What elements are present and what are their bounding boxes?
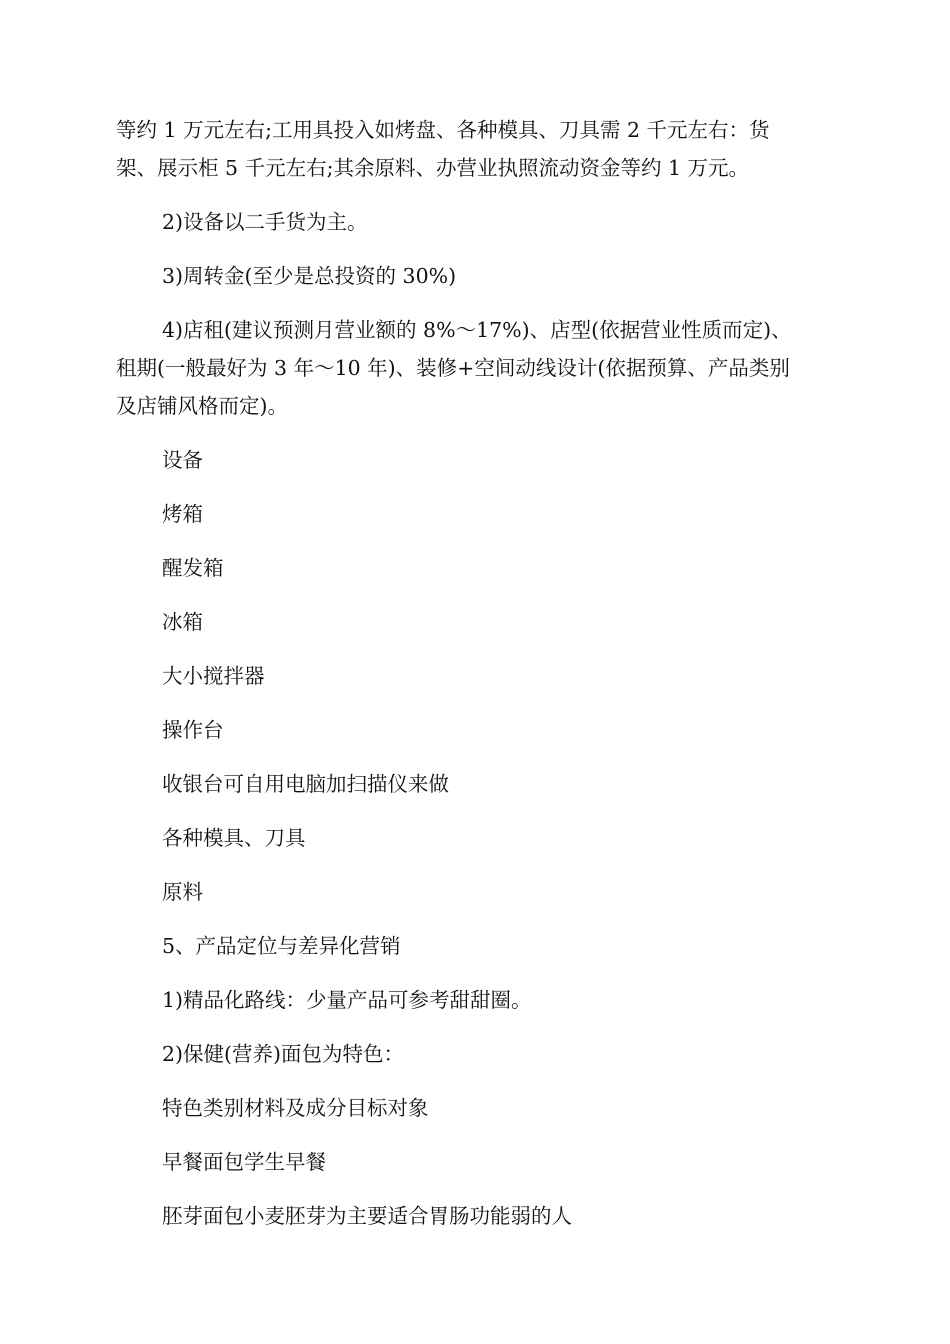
paragraph-line: 等约 1 万元左右;工用具投入如烤盘、各种模具、刀具需 2 千元左右：货: [116, 118, 770, 142]
paragraph-working-capital: [116, 257, 836, 295]
paragraph-investment-cost: [116, 111, 836, 187]
paragraph-line: 2)设备以二手货为主。: [162, 210, 368, 234]
paragraph-shop-rent: [116, 311, 836, 425]
section-point: 1)精品化路线：少量产品可参考甜甜圈。: [162, 988, 532, 1012]
equipment-item: 大小搅拌器: [162, 664, 265, 688]
paragraph-line: 3)周转金(至少是总投资的 30%): [162, 264, 457, 288]
table-row: 早餐面包学生早餐: [162, 1150, 326, 1174]
equipment-item: 烤箱: [162, 502, 203, 526]
equipment-item: 操作台: [162, 718, 224, 742]
equipment-item: 原料: [162, 880, 203, 904]
section-title: 5、产品定位与差异化营销: [162, 934, 401, 958]
paragraph-line: 租期(一般最好为 3 年～10 年)、装修+空间动线设计(依据预算、产品类别: [116, 356, 790, 380]
equipment-item: 各种模具、刀具: [162, 826, 306, 850]
paragraph-line: 及店铺风格而定)。: [116, 394, 288, 418]
paragraph-equipment-secondhand: [116, 203, 836, 241]
paragraph-line: 4)店租(建议预测月营业额的 8%～17%)、店型(依据营业性质而定)、: [162, 318, 792, 342]
equipment-item: 冰箱: [162, 610, 203, 634]
section-point: 2)保健(营养)面包为特色：: [162, 1042, 405, 1066]
table-row: 胚芽面包小麦胚芽为主要适合胃肠功能弱的人: [162, 1204, 572, 1228]
paragraph-line: 架、展示柜 5 千元左右;其余原料、办营业执照流动资金等约 1 万元。: [116, 156, 750, 180]
equipment-item: 收银台可自用电脑加扫描仪来做: [162, 772, 449, 796]
equipment-item: 醒发箱: [162, 556, 224, 580]
equipment-heading: 设备: [162, 448, 203, 472]
table-header: 特色类别材料及成分目标对象: [162, 1096, 429, 1120]
